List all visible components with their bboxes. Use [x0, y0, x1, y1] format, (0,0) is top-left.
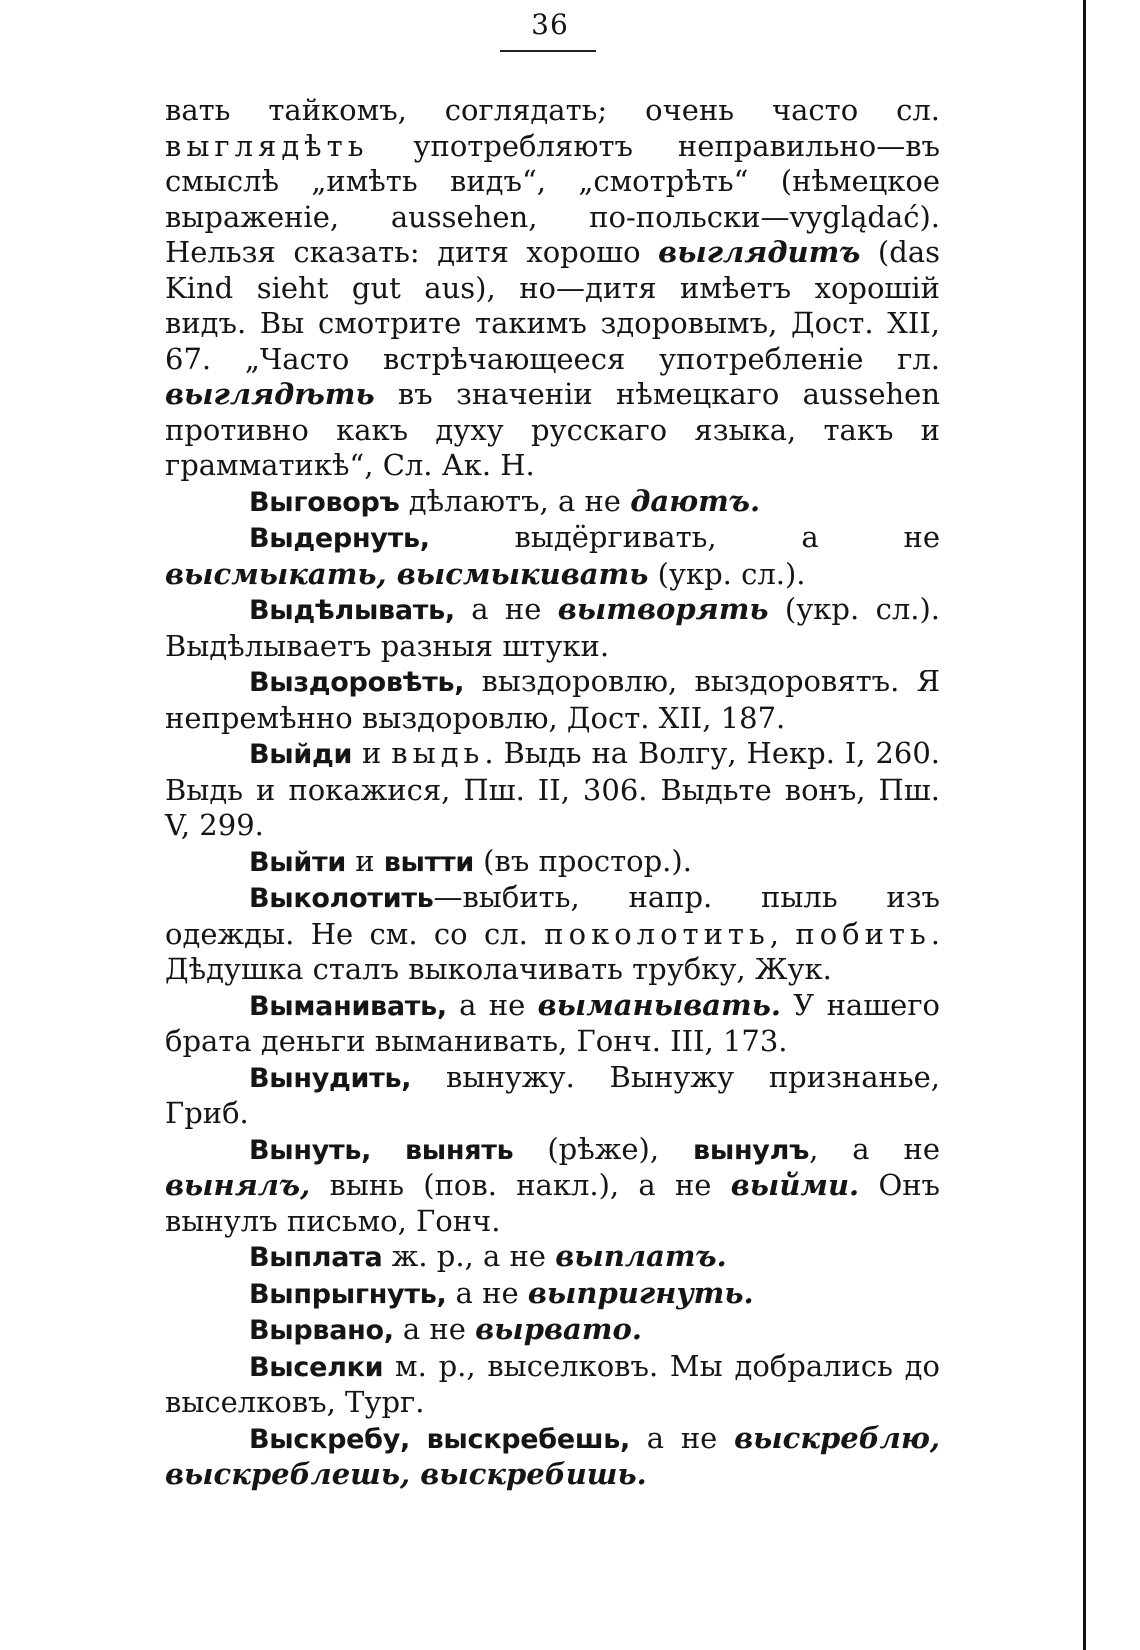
text-run: У нашего брата деньги выманивать, Гонч. III, 173. — [165, 987, 940, 1058]
italic-form: даютъ. — [630, 483, 761, 518]
dictionary-entry — [165, 1421, 940, 1493]
italic-form: выглядѣть — [165, 377, 375, 411]
text-run: и — [345, 843, 384, 878]
spaced-word: выглядѣть — [165, 128, 369, 163]
dictionary-entry — [165, 1276, 940, 1313]
text-run: а не — [446, 1275, 528, 1310]
page-number: 36 — [531, 8, 569, 41]
headword: Выманивать, — [249, 990, 447, 1022]
dictionary-entry — [165, 664, 940, 736]
text-run: —выбить, напр. пыль изъ одежды. Не см. со сл. — [165, 880, 940, 951]
headword: Вынуть, вынять — [249, 1134, 514, 1166]
headword: Выпрыгнуть, — [249, 1278, 447, 1310]
text-run: ж. р., а не — [382, 1239, 556, 1273]
text-run: (укр. сл.). — [648, 556, 806, 591]
dictionary-entry — [165, 1239, 940, 1276]
text-run: Онъ вынулъ письмо, Гонч. — [165, 1168, 940, 1238]
text-run: вать тайкомъ, соглядать; очень часто сл. — [165, 93, 940, 127]
headword: Вырвано, — [249, 1315, 394, 1346]
italic-form: высмыкать, высмыкивать — [165, 556, 649, 591]
italic-form: выплатъ. — [555, 1239, 727, 1273]
text-run: (das Kind sieht gut aus), но—дитя имѣетъ хорошій видъ. Вы смотрите такимъ здоровымъ, Дост. XII, 67. „Часто встрѣчающееся употребленіе гл. — [165, 235, 940, 376]
dictionary-entry — [165, 1312, 940, 1349]
headword: Выйти — [249, 846, 346, 878]
headword: Выговоръ — [249, 486, 400, 518]
text-run: выздоровлю, выздоровятъ. Я непремѣнно выздоровлю, Дост. XII, 187. — [165, 664, 940, 735]
headword: вытти — [383, 846, 474, 878]
dictionary-entry — [165, 484, 940, 521]
italic-form: выскреблю, выскреблешь, выскребишь. — [165, 1420, 940, 1491]
spaced-word: поколотить — [544, 916, 770, 951]
text-run: а не — [446, 987, 538, 1022]
dictionary-entry — [165, 592, 940, 664]
page-edge-line — [1083, 0, 1086, 1650]
text-run: а не — [454, 592, 558, 626]
text-run: м. р., выселковъ. Мы добрались до выселковъ, Тург. — [165, 1348, 940, 1419]
headword: Вынудить, — [249, 1062, 412, 1094]
text-run: въ значеніи нѣмецкаго aussehen противно какъ духу русскаго языка, такъ и грамматикѣ“, Сл. Ак. Н. — [165, 377, 940, 482]
headword: вынулъ — [693, 1134, 810, 1166]
dictionary-entry — [165, 1132, 940, 1240]
text-run: вынь (пов. накл.), а не — [310, 1168, 731, 1202]
headword: Выскребу, выскребешь, — [249, 1423, 630, 1455]
italic-form: выйми. — [730, 1168, 860, 1202]
text-run: и — [352, 736, 392, 770]
spaced-word: побить — [795, 916, 931, 951]
dictionary-text — [165, 93, 940, 1493]
entry-continuation — [165, 93, 940, 484]
italic-form: вынялъ, — [165, 1168, 311, 1202]
dictionary-entry — [165, 988, 940, 1060]
italic-form: выманывать. — [537, 987, 781, 1022]
text-run: а не — [393, 1312, 476, 1346]
text-run: выдёргивать, а не — [429, 520, 940, 554]
text-run: а не — [629, 1420, 735, 1455]
italic-form: вырвато. — [475, 1312, 642, 1346]
headword: Выйди — [249, 739, 353, 770]
text-run: употребляютъ неправильно—въ смыслѣ „имѣть видъ“, „смотрѣть“ (нѣмецкое выраженіе, aussehen, по-польски—vyglądać). Нельзя сказать: дитя хорошо — [165, 128, 940, 269]
spaced-word: выдь — [391, 736, 485, 770]
text-run: . Выдь на Волгу, Некр. I, 260. Выдь и покажися, Пш. II, 306. Выдьте вонъ, Пш. V, 299. — [165, 736, 940, 842]
text-run: , — [769, 916, 796, 951]
headword: Выплата — [249, 1242, 383, 1273]
headword: Выселки — [249, 1351, 384, 1383]
text-run: (укр. сл.). Выдѣлываетъ разныя штуки. — [165, 592, 940, 663]
dictionary-entry — [165, 880, 940, 988]
headword: Выколотить — [249, 883, 434, 914]
dictionary-entry — [165, 520, 940, 592]
text-run: . Дѣдушка сталъ выколачивать трубку, Жук. — [165, 916, 940, 986]
headword: Выдѣлывать, — [249, 595, 455, 626]
italic-form: выглядитъ — [658, 235, 861, 269]
italic-form: выпригнуть. — [527, 1275, 754, 1310]
italic-form: вытворять — [557, 592, 769, 626]
text-run: (въ простор.). — [473, 843, 692, 878]
headword: Выдернуть, — [249, 523, 430, 554]
dictionary-entry — [165, 844, 940, 881]
headword: Выздоровѣть, — [249, 667, 465, 698]
header-rule — [500, 50, 596, 52]
dictionary-entry — [165, 1060, 940, 1132]
text-run: (рѣже), — [513, 1131, 694, 1166]
text-run: дѣлаютъ, а не — [399, 483, 631, 518]
dictionary-entry — [165, 736, 940, 844]
text-run: , а не — [809, 1131, 940, 1166]
dictionary-entry — [165, 1349, 940, 1421]
text-run: вынужу. Вынужу признанье, Гриб. — [165, 1059, 940, 1130]
